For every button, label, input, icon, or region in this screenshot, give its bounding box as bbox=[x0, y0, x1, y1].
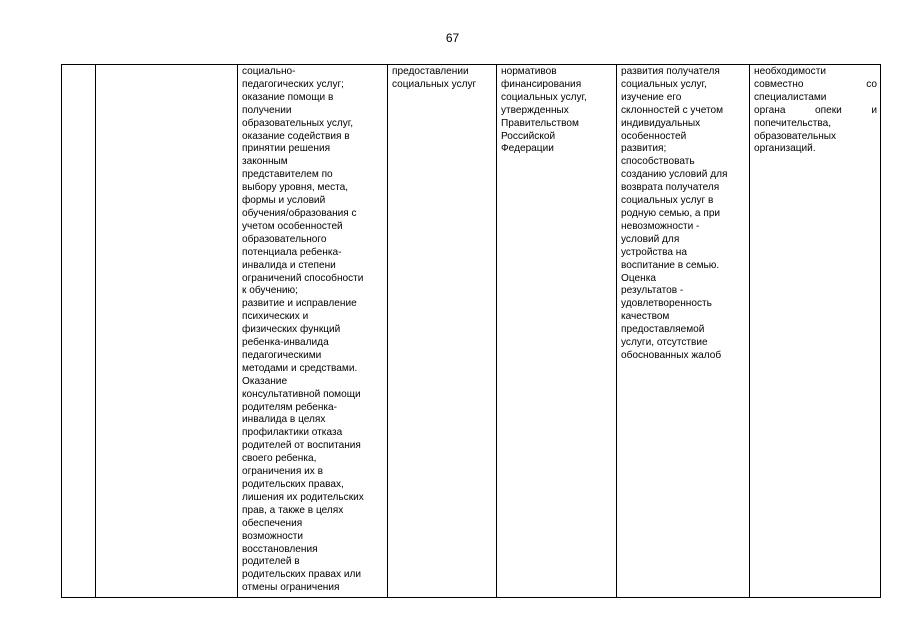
table-row bbox=[62, 65, 881, 598]
page-number: 67 bbox=[445, 31, 460, 45]
cell-service-description: социально- педагогических услуг; оказание помощи в получении образовательных услуг, оказание содействия в принятии решения законным представителем по выбору уровня, места, формы и условий обучения/образования с учетом особенностей образовательного потенциала ребенка- инвалида и степени ограничений способности к обучению; развитие и исправление психических и физических функций ребенка-инвалида педагогическими методами и средствами. Оказание консультативной помощи родителям ребенка- инвалида в целях профилактики отказа родителей от воспитания своего ребенка, ограничения их в родительских правах, лишения их родительских прав, а также в целях обеспечения возможности восстановления родителей в родительских правах или отмены ограничения bbox=[238, 65, 388, 598]
cell-service-term: предоставлении социальных услуг bbox=[388, 65, 497, 598]
cell-quality-indicators: развития получателя социальных услуг, изучение его склонностей с учетом индивидуальных особенностей развития; способствовать созданию условий для возврата получателя социальных услуг в родную семью, а при невозможности - условий для устройства на воспитание в семью. Оценка результатов - удовлетворенность качеством предоставляемой услуги, отсутствие обоснованных жалоб bbox=[617, 65, 750, 598]
cell-tariff: нормативов финансирования социальных услуг, утвержденных Правительством Российской Федерации bbox=[497, 65, 617, 598]
conditions-line-4: органа опеки и bbox=[754, 104, 877, 116]
services-table bbox=[61, 64, 881, 598]
conditions-line-2: совместно со bbox=[754, 78, 877, 90]
conditions-line-3: специалистами bbox=[754, 91, 827, 103]
cell-service-name bbox=[96, 65, 238, 598]
conditions-rest: попечительства, образовательных организаций. bbox=[754, 117, 837, 155]
cell-conditions bbox=[750, 65, 881, 598]
conditions-line-1: необходимости bbox=[754, 66, 826, 77]
cell-number bbox=[62, 65, 96, 598]
